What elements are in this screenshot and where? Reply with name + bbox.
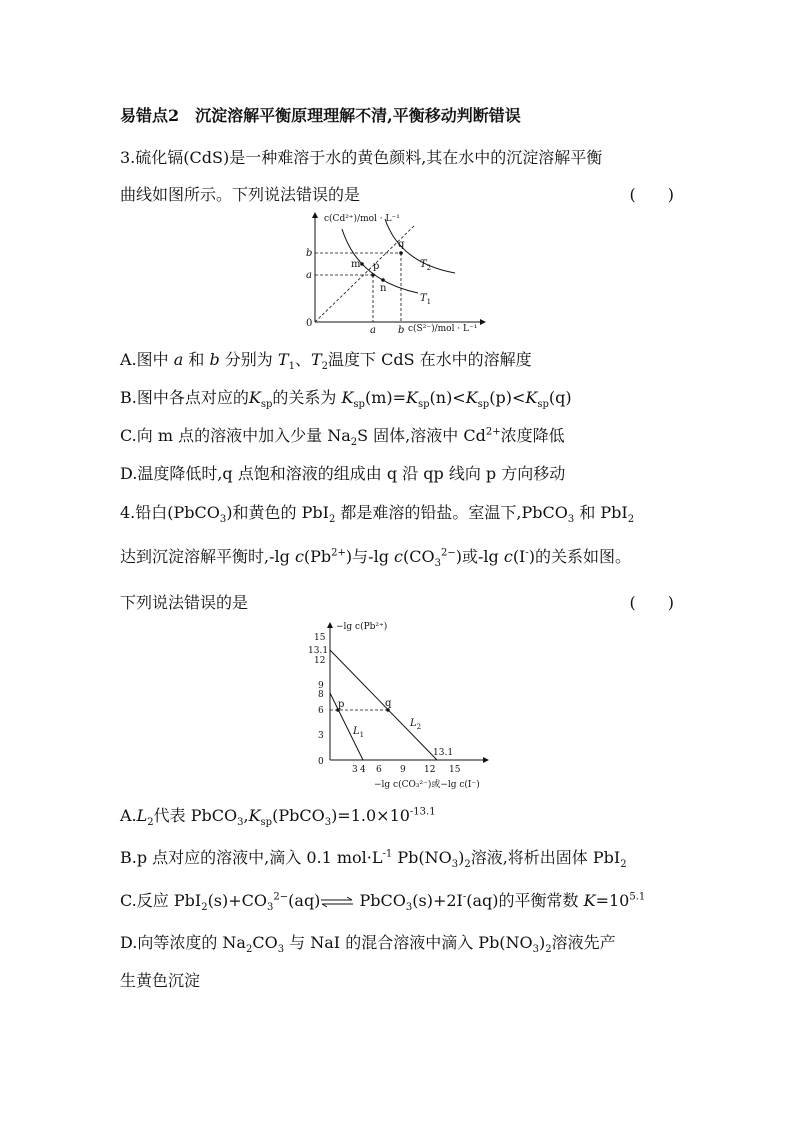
q4-y-tick: 12 <box>314 656 326 666</box>
equilibrium-arrow-icon <box>320 896 354 908</box>
q4-stem-line2: 达到沉淀溶解平衡时,-lg $c(Pb^{2+})$与-lg $c(CO_3^{2-})$或-lg c(I-)的关系如图。 <box>120 547 632 570</box>
q4-y-tick: 0 <box>318 757 324 767</box>
q3-tick-a-y: a <box>306 270 312 281</box>
q3-option-b: B.图中各点对应的$K_{sp}$的关系为 $K_{sp}(m)=K_{sp}(n)<K_{sp}(p)<K_{sp}(q)$ <box>120 388 572 411</box>
q4-label-l2: $L_2$ <box>410 718 422 731</box>
q4-x-tick: 4 <box>360 765 366 775</box>
q4-option-b: B.p 点对应的溶液中,滴入 0.1 $mol\cdot L^{-1}$ $Pb(NO_3)_2$溶液,将析出固体 PbI$_2$ <box>120 848 627 871</box>
q4-y-tick: 15 <box>314 633 326 643</box>
q3-stem-line1: 3.硫化镉(CdS)是一种难溶于水的黄色颜料,其在水中的沉淀溶解平衡 <box>120 148 603 167</box>
q4-y-axis-label: −lg c(Pb²⁺) <box>336 622 388 632</box>
q4-label-q: q <box>385 698 392 709</box>
q3-point-n <box>381 278 385 282</box>
q3-stem-line2: 曲线如图所示。下列说法错误的是 <box>120 185 361 204</box>
q4-x-axis-label: −lg c(CO₃²⁻)或−lg c(I⁻) <box>374 780 480 790</box>
q3-option-d: D.温度降低时,q 点饱和溶液的组成由 q 沿 qp 线向 p 方向移动 <box>120 464 566 483</box>
q3-y-axis-label: c(Cd²⁺)/mol · L⁻¹ <box>324 214 400 224</box>
q4-stem-line3: 下列说法错误的是 <box>120 593 249 612</box>
q4-annotation-131: 13.1 <box>433 748 454 758</box>
q3-cds-figure <box>300 205 500 335</box>
q4-pb-figure <box>300 617 500 797</box>
q3-tick-b-y: b <box>306 248 313 259</box>
q4-line-l2 <box>330 650 437 760</box>
q3-option-a: A.图中 a 和 b 分别为 $T_1$、$T_2$温度下 CdS 在水中的溶解度 <box>120 350 532 373</box>
q4-answer-paren: ( ) <box>629 593 674 612</box>
q4-x-tick: 3 <box>352 765 358 775</box>
q4-option-c: C.反应 $PbI_2(s)+CO_3^{2-}(aq)$ PbCO$_3$(s)+2I-(aq)的平衡常数 $K=10^{5.1}$ <box>120 891 646 914</box>
q3-point-m <box>360 262 364 266</box>
q3-point-p <box>371 273 375 277</box>
q4-x-tick: 9 <box>400 765 406 775</box>
q4-option-d-line2: 生黄色沉淀 <box>120 971 201 990</box>
q4-y-tick: 3 <box>318 731 324 741</box>
q4-option-d-line1: D.向等浓度的 $Na_2CO_3$ 与 NaI 的混合溶液中滴入 $Pb(NO_3)_2$溶液先产 <box>120 933 616 956</box>
q3-answer-paren: ( ) <box>629 185 674 204</box>
q3-x-axis-label: c(S²⁻)/mol · L⁻¹ <box>408 324 478 334</box>
q4-stem-line1: 4.铅白(PbCO$_3$)和黄色的 PbI$_2$ 都是难溶的铅盐。室温下,PbCO$_3$ 和 PbI$_2$ <box>120 503 635 526</box>
q3-origin-label: 0 <box>306 318 313 329</box>
q4-label-p: p <box>338 699 345 710</box>
q3-option-c: C.向 m 点的溶液中加入少量 $Na_2S$ 固体,溶液中 $Cd^{2+}$浓度降低 <box>120 426 565 449</box>
q4-label-l1: $L_1$ <box>353 726 365 739</box>
q4-option-a: $A.L_2$代表 $PbCO_3,K_{sp}(PbCO_3)=1.0\times 10^{-13.1}$ <box>120 806 436 829</box>
q3-label-p: p <box>373 261 380 272</box>
q3-label-m: m <box>351 259 361 270</box>
q4-y-tick: 9 <box>318 681 324 691</box>
q4-y-tick: 8 <box>318 690 324 700</box>
q4-x-tick: 15 <box>449 765 461 775</box>
q4-x-tick: 6 <box>376 765 382 775</box>
q4-x-tick: 12 <box>424 765 436 775</box>
q4-y-tick: 13.1 <box>308 646 329 656</box>
q3-label-n: n <box>380 283 387 294</box>
q3-tick-a-x: a <box>370 325 376 335</box>
q3-label-t1: $T_1$ <box>420 293 432 306</box>
q3-label-t2: $T_2$ <box>420 259 432 272</box>
q3-tick-b-x: b <box>398 325 405 335</box>
q3-point-q <box>399 251 403 255</box>
q4-y-tick: 6 <box>318 706 324 716</box>
q3-label-q: q <box>398 239 405 250</box>
section-header: 易错点2 沉淀溶解平衡原理理解不清,平衡移动判断错误 <box>120 106 521 125</box>
